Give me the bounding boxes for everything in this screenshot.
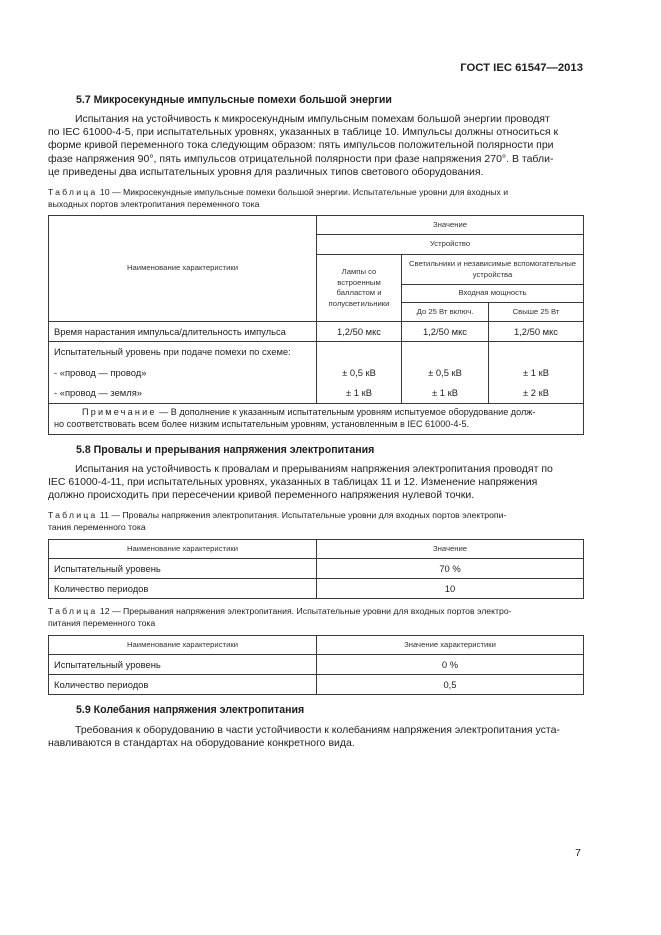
- table-row: [49, 362, 584, 383]
- section-5-9-text: [48, 724, 583, 750]
- cell-name: Испытательный уровень при подаче помехи по схеме:: [49, 342, 317, 362]
- note-text: но соответствовать всем более низким испытательным уровням, установленным в IEC 61000-4-5.: [54, 419, 470, 429]
- cell-name: - «провод — провод»: [49, 362, 317, 383]
- note-label: Примечание: [82, 407, 157, 417]
- table-10-caption: [48, 187, 583, 210]
- text-line: це приведены два испытательных уровня для различных типов светового оборудования.: [48, 165, 484, 178]
- text-line: должно происходить при пересечении кривой переменного напряжения нулевой точки.: [48, 489, 475, 502]
- table-row: [49, 342, 584, 362]
- cell-value: ± 1 кВ: [489, 362, 584, 383]
- caption-text: 11 — Провалы напряжения электропитания. Испытательные уровни для входных портов электропи-: [97, 510, 507, 520]
- section-5-9-title: 5.9 Колебания напряжения электропитания: [76, 704, 305, 716]
- cell-name: Время нарастания импульса/длительность импульса: [49, 322, 317, 342]
- col-header-over-25w: Свыше 25 Вт: [489, 303, 584, 322]
- table-row: [49, 383, 584, 404]
- cell-name: Испытательный уровень: [49, 655, 317, 675]
- caption-text: тания переменного тока: [48, 521, 146, 532]
- table-row: [49, 322, 584, 342]
- table-11-caption: [48, 510, 583, 533]
- cell-value: 1,2/50 мкс: [402, 322, 489, 342]
- section-5-8-title: 5.8 Провалы и прерывания напряжения электропитания: [76, 444, 375, 456]
- cell-value: 0,5: [317, 675, 584, 695]
- table-12-caption: [48, 606, 583, 629]
- text-line: фазе напряжения 90°, пять импульсов отрицательной полярности при фазе напряжения 270°. В табли-: [48, 152, 554, 165]
- text-line: форме кривой переменного тока следующим образом: пять импульсов положительной полярности при: [48, 139, 554, 152]
- table-row: [49, 655, 584, 675]
- text-line: IEC 61000-4-11, при испытательных уровнях, указанных в таблицах 11 и 12. Изменение напряжения: [48, 476, 538, 489]
- caption-text: 10 — Микросекундные импульсные помехи большой энергии. Испытательные уровни для входных и: [97, 187, 509, 197]
- table-row: [49, 579, 584, 599]
- text-line: навливаются в стандартах на оборудование конкретного вида.: [48, 737, 355, 750]
- cell-name: - «провод — земля»: [49, 383, 317, 404]
- section-5-7-title: 5.7 Микросекундные импульсные помехи большой энергии: [76, 94, 392, 106]
- cell-value: ± 1 кВ: [402, 383, 489, 404]
- table-label: Таблица: [48, 510, 98, 520]
- caption-text: 12 — Прерывания напряжения электропитания. Испытательные уровни для входных портов электро-: [97, 606, 512, 616]
- col-header-luminaires: Светильники и независимые вспомогательные устройства: [402, 255, 584, 285]
- cell-value: 0 %: [317, 655, 584, 675]
- col-header-lamps: Лампы со встроенным балластом и полусветильники: [317, 255, 402, 322]
- caption-text: питания переменного тока: [48, 617, 156, 628]
- note-text: — В дополнение к указанным испытательным уровням испытуемое оборудование долж-: [156, 407, 536, 417]
- table-10: [48, 215, 584, 435]
- cell-value: ± 0,5 кВ: [317, 362, 402, 383]
- col-header-input-power: Входная мощность: [402, 285, 584, 303]
- cell-value: ± 1 кВ: [317, 383, 402, 404]
- caption-text: выходных портов электропитания переменного тока: [48, 198, 260, 209]
- cell-value: 1,2/50 мкс: [489, 322, 584, 342]
- col-header-upto-25w: До 25 Вт включ.: [402, 303, 489, 322]
- cell-name: Количество периодов: [49, 579, 317, 599]
- cell-name: Испытательный уровень: [49, 559, 317, 579]
- text-line: Требования к оборудованию в части устойчивости к колебаниям напряжения электропитания уста-: [75, 724, 560, 736]
- col-header-name: Наименование характеристики: [49, 540, 317, 559]
- page-number: 7: [575, 847, 581, 859]
- text-line: Испытания на устойчивость к микросекундным импульсным помехам большой энергии проводят: [75, 113, 550, 125]
- table-label: Таблица: [48, 187, 98, 197]
- cell-value: 1,2/50 мкс: [317, 322, 402, 342]
- table-row: [49, 559, 584, 579]
- cell-name: Количество периодов: [49, 675, 317, 695]
- section-5-8-text: [48, 463, 583, 503]
- cell-value: ± 0,5 кВ: [402, 362, 489, 383]
- col-header-value: Значение характеристики: [317, 636, 584, 655]
- table-note: [49, 404, 584, 435]
- section-5-7-text: [48, 113, 583, 179]
- table-note-row: [49, 404, 584, 435]
- col-header-value: Значение: [317, 540, 584, 559]
- cell-value: 70 %: [317, 559, 584, 579]
- col-header-name: Наименование характеристики: [49, 636, 317, 655]
- text-line: Испытания на устойчивость к провалам и прерываниям напряжения электропитания проводят по: [75, 463, 553, 475]
- table-11: [48, 539, 584, 599]
- document-header: ГОСТ IEC 61547—2013: [460, 62, 583, 74]
- table-row: [49, 675, 584, 695]
- cell-value: ± 2 кВ: [489, 383, 584, 404]
- col-header-value: Значение: [317, 216, 584, 235]
- table-12: [48, 635, 584, 695]
- table-label: Таблица: [48, 606, 98, 616]
- text-line: по IEC 61000-4-5, при испытательных уровнях, указанных в таблице 10. Импульсы должны относиться к: [48, 126, 559, 139]
- cell-value: 10: [317, 579, 584, 599]
- col-header-name: Наименование характеристики: [49, 216, 317, 322]
- col-header-device: Устройство: [317, 235, 584, 255]
